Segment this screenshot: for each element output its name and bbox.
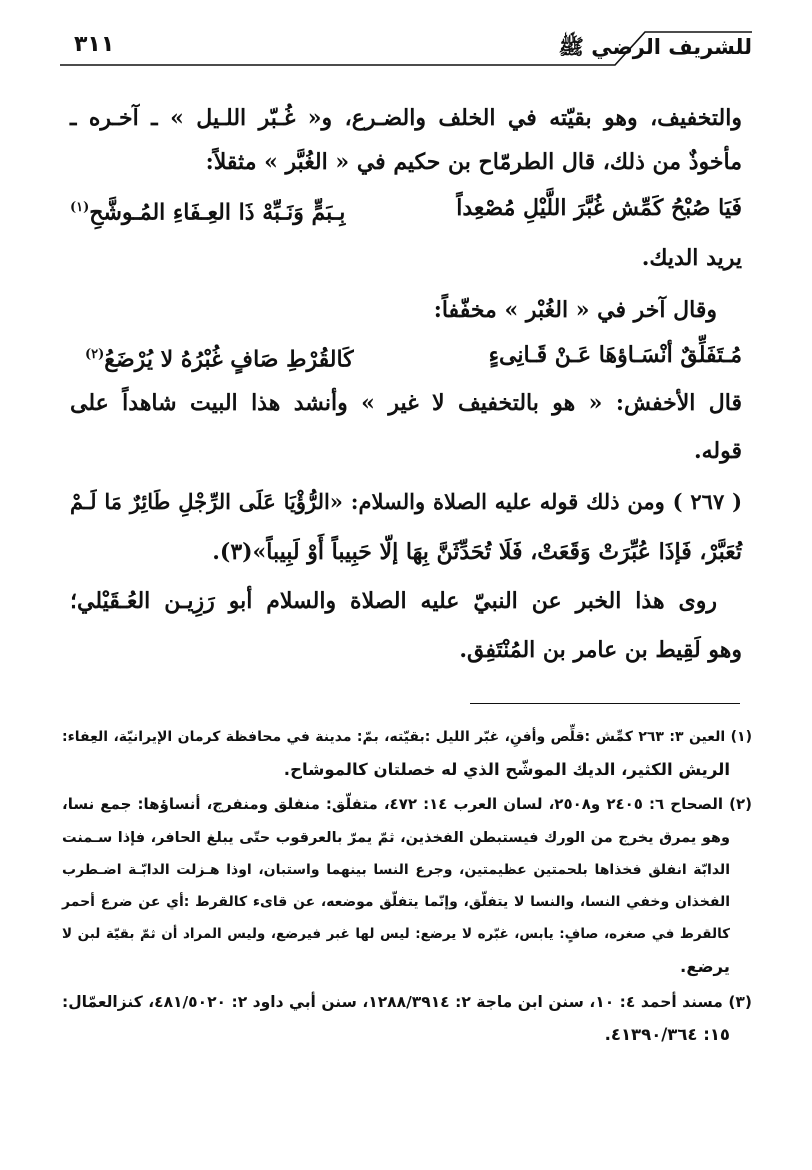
running-header xyxy=(60,26,752,66)
hadith-opening: ومن ذلك قوله عليه الصلاة والسلام: «الرُّؤْيَا عَلَى الرِّجْلِ طَائِرٌ مَا لَـمْ xyxy=(70,489,665,514)
footnote-2-line-3: الدابّة انفلق فخذاها بلحمتين عظيمتين، وجرع النسا بينهما واستبان، اوذا هـزلت الدابّـة اضـطرب xyxy=(62,862,730,878)
verse-1-second-half-text: بِـبَمٍّ وَنَـبِّهْ ذَا العِـفَاءِ المُـوشَّحِ xyxy=(89,199,346,226)
footnote-divider xyxy=(470,703,740,704)
text-line-2: مأخوذٌ من ذلك، قال الطرمّاح بن حكيم في « الغُبَّر » مثقلاً: xyxy=(205,149,742,175)
footnote-ref-2: (٢) xyxy=(85,347,105,362)
verse-2-second-half xyxy=(85,340,354,374)
text-line-9: روى هذا الخبر عن النبيّ عليه الصلاة والسلام أبو رَزِيـن العُـقَيْلي؛ xyxy=(70,588,717,614)
page-number: ٣١١ xyxy=(74,32,115,57)
footnote-2-line-4: الفخذان وخفي النسا، والنسا لا يتفلّق، وإنّما يتفلّق موضعه، عن قاىء كالقرط :أي عن ضرع أحمر xyxy=(62,894,730,910)
footnote-3-line-1: (٣) مسند أحمد ٤: ١٠، سنن ابن ماجة ٢: ١٢٨٨/٣٩١٤، سنن أبي داود ٢: ٤٨١/٥٠٢٠، كنزالعمّال: xyxy=(62,993,752,1011)
text-line-4: وقال آخر في « الغُبْر » مخفّفاً: xyxy=(433,297,717,323)
footnote-2-line-5: كالقرط في صغره، صافٍ: يابس، غبّره لا يرضع: ليس لها غبر فيرضع، وليس المراد أن ثمّ بقيّة لبن لا xyxy=(62,926,730,942)
footnote-ref-1: (١) xyxy=(70,200,90,215)
verse-1-first-half: فَيَا صُبْحُ كَمِّش غُبَّرَ اللَّيْلِ مُصْعِداً xyxy=(456,195,742,221)
footnote-3-line-2: ١٥: ٤١٣٩٠/٣٦٤. xyxy=(604,1025,730,1044)
verse-2-second-half-text: كَالقُرْطِ صَافٍ غُبْرُهُ لا يُرْضَعُ xyxy=(104,346,354,373)
text-line-6: قوله. xyxy=(693,438,742,464)
footnote-2-line-1: (٢) الصحاح ٦: ٢٤٠٥ و٢٥٠٨، لسان العرب ١٤: ٤٧٢، متفلّق: منفلق ومنفرج، أنساؤها: جمع نسا، xyxy=(62,795,753,813)
text-line-8: تُعَبَّرْ، فَإذَا عُبِّرَتْ وَقَعَتْ، فَلَا تُحَدِّثَنَّ بِهَا إلّا حَبِيباً أَوْ لَبِيباً»(٣). xyxy=(212,539,742,565)
text-line-1: والتخفيف، وهو بقيّته في الخلف والضـرع، و« غُـبّر اللـيل » ـ آخـره ـ xyxy=(70,105,742,131)
header-title: للشريف الرضي ﷺ xyxy=(558,35,752,59)
footnote-1-line-1: (١) العين ٣: ٢٦٣ كمِّش :قلِّص وأفنِ، غبّر الليل :بقيّته، بمّ: مدينة في محافظة كرمان الإيرانيّة، العِفاء: xyxy=(62,729,752,745)
entry-number: ( ٢٦٧ ) xyxy=(672,489,743,514)
text-line-10: وهو لَقِيط بن عامر بن المُنْتَفِق. xyxy=(459,637,742,663)
footnote-2-line-2: وهو يمرق يخرج من الورك فيستبطن الفخذين، ثمّ يمرّ بالعرقوب حتّى يبلغ الحافر، فإذا سـمنت xyxy=(62,830,730,846)
verse-1-second-half xyxy=(70,193,345,227)
footnote-2-line-6: يرضع. xyxy=(680,957,730,976)
text-line-5: قال الأخفش: « هو بالتخفيف لا غير » وأنشد هذا البيت شاهداً على xyxy=(70,390,742,416)
verse-2-first-half: مُـتَفَلِّقٌ أنْسَـاؤهَا عَـنْ قَـانِىءٍ xyxy=(488,342,742,368)
text-line-7 xyxy=(70,487,742,517)
footnote-1-line-2: الريش الكثير، الديك الموشّح الذي له خصلتان كالموشاح. xyxy=(283,760,730,779)
text-line-3: يريد الديك. xyxy=(641,245,742,271)
